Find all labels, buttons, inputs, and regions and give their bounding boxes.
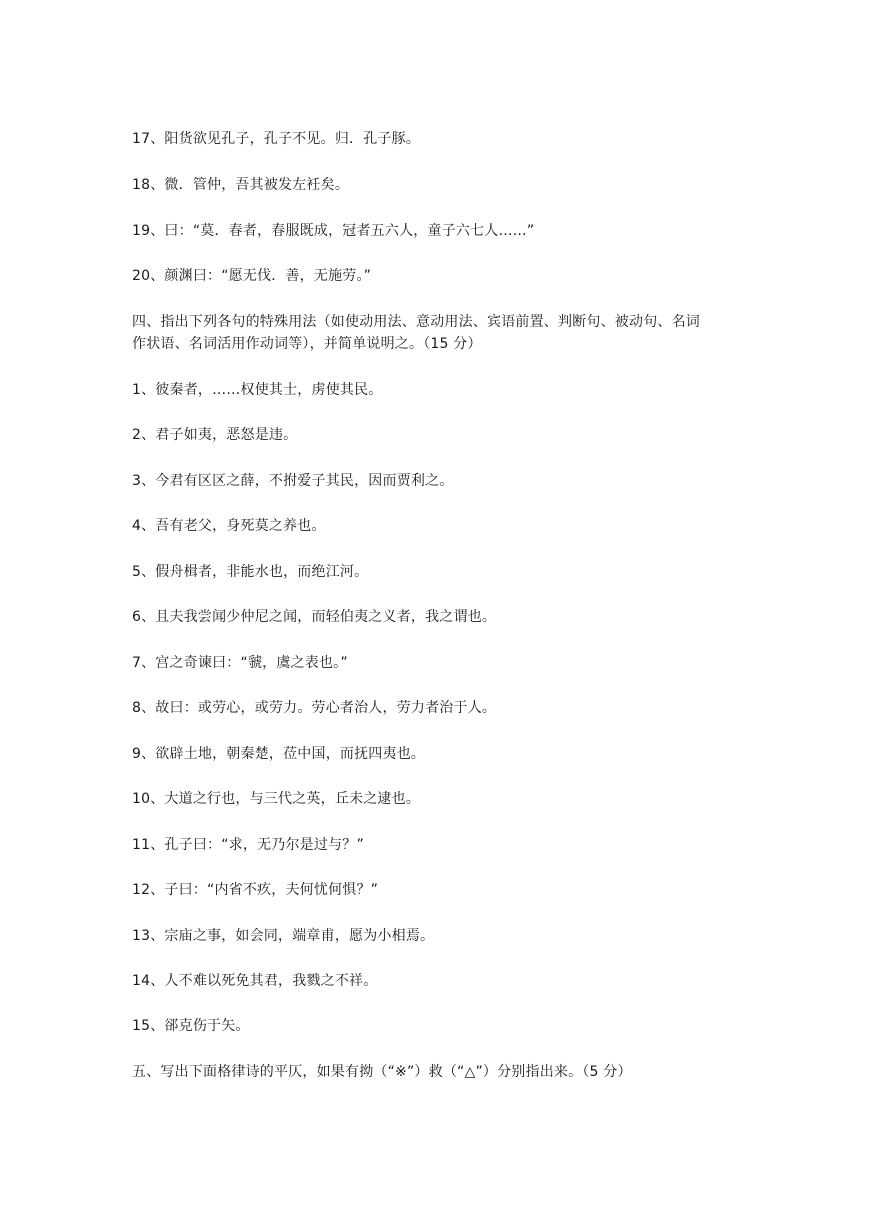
question-17: 17、阳货欲见孔子，孔子不见。归．孔子豚。 — [132, 131, 421, 147]
item-6: 6、且夫我尝闻少仲尼之闻，而轻伯夷之义者，我之谓也。 — [132, 609, 497, 625]
item-7: 7、宫之奇谏曰：“虢，虞之表也。” — [132, 655, 348, 671]
item-5: 5、假舟楫者，非能水也，而绝江河。 — [132, 564, 369, 580]
question-20: 20、颜渊曰：“愿无伐．善，无施劳。” — [132, 268, 372, 284]
item-11: 11、孔子曰：“求，无乃尔是过与？” — [132, 837, 364, 853]
item-8: 8、故曰：或劳心，或劳力。劳心者治人，劳力者治于人。 — [132, 700, 497, 716]
item-14: 14、人不难以死免其君，我戮之不祥。 — [132, 973, 378, 989]
item-3: 3、今君有区区之薛，不拊爱子其民，因而贾利之。 — [132, 473, 454, 489]
item-13: 13、宗庙之事，如会同，端章甫，愿为小相焉。 — [132, 928, 435, 944]
section-4-heading-line2: 作状语、名词活用作动词等），并简单说明之。（15 分） — [132, 336, 482, 352]
item-15: 15、郤克伤于矢。 — [132, 1018, 250, 1034]
question-18: 18、微．管仲，吾其被发左衽矣。 — [132, 177, 350, 193]
section-5-heading: 五、写出下面格律诗的平仄，如果有拗（“※”）救（“△”）分别指出来。（5 分） — [132, 1064, 632, 1080]
item-4: 4、吾有老父，身死莫之养也。 — [132, 518, 326, 534]
item-12: 12、子曰：“内省不疚，夫何忧何惧？” — [132, 882, 379, 898]
item-2: 2、君子如夷，恶怒是违。 — [132, 427, 298, 443]
item-9: 9、欲辟土地，朝秦楚，莅中国，而抚四夷也。 — [132, 746, 426, 762]
item-10: 10、大道之行也，与三代之英，丘未之逮也。 — [132, 791, 421, 807]
question-19: 19、曰：“莫．春者，春服既成，冠者五六人，童子六七人……” — [132, 223, 535, 239]
section-4-heading-line1: 四、指出下列各句的特殊用法（如使动用法、意动用法、宾语前置、判断句、被动句、名词 — [132, 314, 700, 330]
item-1: 1、彼秦者，……权使其士，虏使其民。 — [132, 382, 383, 398]
